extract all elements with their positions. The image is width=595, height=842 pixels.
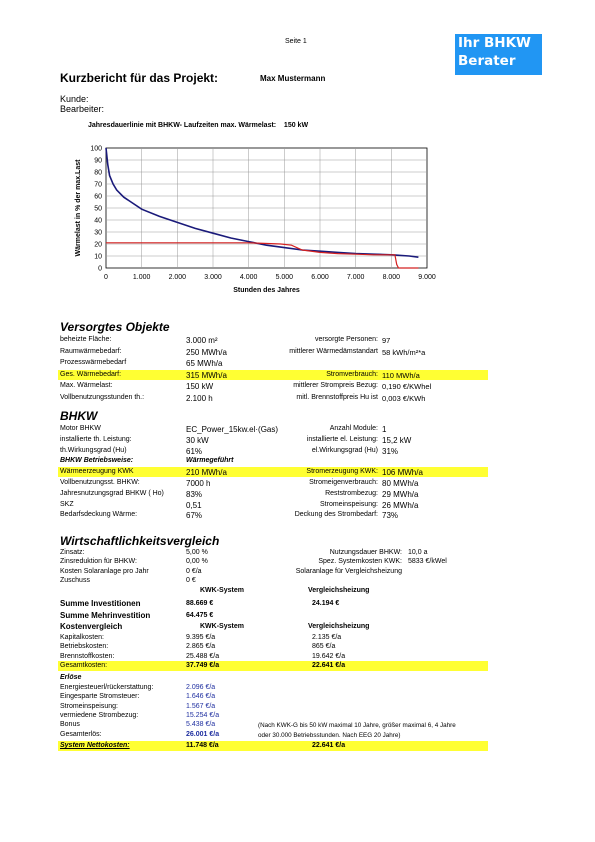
row-right-label: installierte el. Leistung: — [306, 435, 378, 443]
row-label: Raumwärmebedarf: — [60, 347, 122, 355]
param-value: 5,00 % — [186, 549, 208, 556]
row-label: installierte th. Leistung: — [60, 435, 132, 443]
logo-line-1: Ihr BHKW — [458, 35, 531, 51]
x-tick-label: 4.000 — [239, 274, 258, 281]
x-tick-label: 3.000 — [204, 274, 222, 281]
x-tick-label: 5.000 — [275, 274, 294, 281]
param-value: 0 €/a — [186, 567, 202, 575]
erloes-value: 1.567 €/a — [186, 702, 216, 710]
param-label: Zinsatz: — [60, 549, 85, 556]
erloes-value: 2.096 €/a — [186, 684, 216, 691]
x-tick-label: 6.000 — [311, 274, 329, 281]
param-label: Zuschuss — [60, 576, 90, 584]
erloes-label: Bonus — [60, 721, 80, 729]
param-value: 0 € — [186, 576, 196, 584]
erloes-label: Gesamterlös: — [60, 730, 102, 738]
kosten-vergleich: 22.641 €/a — [312, 661, 346, 669]
row-value: 67% — [186, 511, 203, 521]
netto-label: System Nettokosten: — [60, 742, 130, 749]
row-right-value: 80 MWh/a — [382, 479, 419, 488]
project-name: Max Mustermann — [260, 74, 326, 83]
erloes-value: 15.254 €/a — [186, 711, 220, 719]
y-tick-label: 60 — [94, 193, 102, 201]
y-tick-label: 0 — [98, 265, 102, 273]
row-value: Wärmegeführt — [186, 457, 234, 465]
y-tick-label: 80 — [94, 169, 102, 177]
row-label: Prozesswärmebedarf — [60, 359, 127, 366]
row-value: 65 MWh/a — [186, 359, 223, 368]
invest-label: Summe Investitionen — [60, 599, 141, 608]
row-value: 3.000 m² — [186, 336, 218, 345]
param-value: 0,00 % — [186, 558, 208, 566]
erloes-value: 26.001 €/a — [186, 730, 220, 738]
row-label: th.Wirkungsgrad (Hu) — [60, 446, 127, 454]
row-right-value: 0,003 €/KWh — [382, 393, 426, 403]
y-tick-label: 50 — [94, 205, 102, 213]
column-header-kwk: KWK-System — [200, 587, 244, 594]
kosten-label: Kapitalkosten: — [60, 634, 104, 641]
row-right-label: Stromeinspeisung: — [320, 500, 378, 508]
row-label: Vollbenutzungsst. BHKW: — [60, 479, 140, 486]
kunde-label: Kunde: — [60, 94, 89, 104]
row-value: 210 MWh/a — [186, 468, 227, 478]
bearbeiter-label: Bearbeiter: — [60, 104, 105, 114]
kostenvergleich-label: Kostenvergleich — [60, 622, 123, 631]
row-label: Wärmeerzeugung KWK — [60, 468, 134, 476]
netto-vergleich: 22.641 €/a — [312, 742, 346, 749]
report-title: Kurzbericht für das Projekt: — [60, 71, 219, 85]
row-value: 30 kW — [186, 435, 209, 445]
kosten-kwk: 9.395 €/a — [186, 634, 216, 641]
y-tick-label: 10 — [94, 253, 102, 261]
row-right-value: 15,2 kW — [382, 435, 412, 445]
row-right-value: 73% — [382, 511, 399, 521]
mehrinvestition-label: Summe Mehrinvestition — [60, 611, 151, 620]
kosten-label: Betriebskosten: — [60, 643, 109, 651]
y-tick-label: 30 — [94, 229, 102, 237]
row-right-label: Stromeigenverbrauch: — [309, 479, 378, 486]
param-right-label: Nutzungsdauer BHKW: — [329, 549, 402, 556]
chart-title-text: Jahresdauerlinie mit BHKW- Laufzeiten max. Wärmelast: — [88, 122, 277, 129]
row-value: 61% — [186, 446, 203, 456]
row-value: 315 MWh/a — [186, 370, 227, 380]
row-right-label: Reststrombezug: — [325, 489, 378, 497]
row-right-value: 110 MWh/a — [382, 370, 420, 380]
row-value: 83% — [186, 489, 203, 499]
bonus-note: (Nach KWK-G bis 50 kW maximal 10 Jahre, größer maximal 6, 4 Jahre — [258, 722, 456, 729]
kosten-column-kwk: KWK-System — [200, 623, 244, 630]
kosten-kwk: 37.749 €/a — [186, 661, 220, 669]
section-heading-bhkw: BHKW — [60, 409, 98, 423]
x-tick-label: 1.000 — [132, 274, 151, 281]
row-label: Motor BHKW — [60, 425, 101, 432]
erloes-label: vermiedene Strombezug: — [60, 711, 139, 719]
param-label: Zinsreduktion für BHKW: — [60, 558, 137, 566]
row-right-label: mittlerer Wärmedämstandart — [289, 347, 378, 355]
param-right-value: 10,0 a — [408, 549, 428, 556]
column-header-vergleich: Vergleichsheizung — [308, 587, 370, 594]
row-right-value: 0,190 €/KWhel — [382, 382, 432, 391]
row-label: Max. Wärmelast: — [60, 382, 113, 389]
mehrinvestition-value: 64.475 € — [186, 612, 214, 619]
y-tick-label: 100 — [90, 145, 102, 153]
row-right-label: Deckung des Strombedarf: — [294, 511, 378, 519]
kosten-label: Gesamtkosten: — [60, 661, 108, 669]
kosten-kwk: 25.488 €/a — [186, 652, 220, 660]
row-label: Jahresnutzungsgrad BHKW ( Ho) — [60, 489, 164, 497]
erloes-value: 5.438 €/a — [186, 721, 216, 729]
row-right-value: 58 kWh/m²*a — [382, 347, 426, 357]
x-tick-label: 9.000 — [418, 274, 436, 281]
erloes-value: 1.646 €/a — [186, 693, 216, 701]
row-label: BHKW Betriebsweise: — [60, 457, 134, 465]
row-value: 2.100 h — [186, 393, 213, 403]
param-right-label: Solaranlage für Vergleichsheizung — [295, 567, 402, 575]
section-heading-wirtschaft: Wirtschaftlichkeitsvergleich — [60, 534, 220, 548]
y-axis-label: Wärmelast in % der max.Last — [75, 159, 82, 257]
kosten-vergleich: 2.135 €/a — [312, 634, 342, 641]
row-label: Ges. Wärmebedarf: — [60, 370, 122, 378]
x-tick-label: 0 — [104, 274, 108, 281]
kosten-kwk: 2.865 €/a — [186, 643, 216, 651]
chart-title — [88, 122, 308, 129]
x-axis-label: Stunden des Jahres — [233, 287, 300, 294]
logo-line-2: Berater — [458, 53, 516, 69]
row-value: 0,51 — [186, 500, 202, 510]
page-number: Seite 1 — [285, 38, 307, 45]
param-right-value: 5833 €/kWel — [408, 558, 447, 566]
row-right-label: mittlerer Strompreis Bezug: — [293, 382, 378, 389]
kosten-column-vergleich: Vergleichsheizung — [308, 623, 370, 630]
highlight-row — [58, 370, 488, 380]
kosten-vergleich: 19.642 €/a — [312, 652, 346, 660]
invest-vergleich: 24.194 € — [312, 600, 340, 607]
x-tick-label: 7.000 — [346, 274, 365, 281]
row-right-label: versorgte Personen: — [314, 336, 378, 343]
row-right-label: Stromverbrauch: — [326, 370, 378, 378]
row-right-value: 106 MWh/a — [382, 468, 423, 478]
erloese-label: Erlöse — [60, 674, 82, 681]
kosten-label: Brennstoffkosten: — [60, 652, 115, 660]
row-label: beheizte Fläche: — [60, 336, 112, 343]
bonus-note: oder 30.000 Betriebsstunden. Nach EEG 20 Jahre) — [258, 732, 401, 739]
x-tick-label: 8.000 — [382, 274, 401, 281]
y-tick-label: 20 — [94, 241, 102, 249]
erloes-label: Eingesparte Stromsteuer: — [60, 693, 140, 701]
kosten-vergleich: 865 €/a — [312, 643, 336, 651]
row-value: 7000 h — [186, 479, 211, 488]
netto-kwk: 11.748 €/a — [186, 742, 219, 749]
section-heading-versorgt: Versorgtes Objekte — [60, 320, 170, 334]
erloes-label: Stromeinspeisung: — [60, 702, 118, 710]
row-right-value: 29 MWh/a — [382, 489, 419, 499]
erloes-label: Energiesteuerl/rückerstattung: — [60, 684, 154, 691]
invest-kwk: 88.669 € — [186, 600, 214, 607]
x-tick-label: 2.000 — [168, 274, 187, 281]
row-right-label: Stromerzeugung KWK: — [306, 468, 378, 476]
y-tick-label: 90 — [94, 157, 102, 165]
param-right-label: Spez. Systemkosten KWK: — [318, 558, 402, 566]
row-right-value: 26 MWh/a — [382, 500, 419, 510]
row-right-label: el.Wirkungsgrad (Hu) — [311, 446, 378, 454]
row-label: Vollbenutzungsstunden th.: — [60, 393, 145, 401]
company-logo — [455, 34, 542, 75]
row-right-label: Anzahl Module: — [329, 425, 378, 432]
y-tick-label: 40 — [94, 217, 102, 225]
param-label: Kosten Solaranlage pro Jahr — [60, 567, 149, 575]
row-right-value: 97 — [382, 336, 391, 345]
row-value: EC_Power_15kw.el·(Gas) — [186, 425, 279, 434]
highlight-row — [58, 661, 488, 671]
chart-title-value: 150 kW — [283, 122, 309, 129]
row-right-value: 1 — [382, 425, 387, 434]
row-right-value: 31% — [382, 446, 399, 456]
row-value: 250 MWh/a — [186, 347, 227, 357]
load-duration-chart — [60, 140, 440, 300]
row-label: SKZ — [60, 500, 74, 508]
y-tick-label: 70 — [94, 181, 102, 189]
row-right-label: mitl. Brennstoffpreis Hu ist — [296, 393, 378, 401]
row-value: 150 kW — [186, 382, 214, 391]
row-label: Bedarfsdeckung Wärme: — [60, 511, 138, 519]
